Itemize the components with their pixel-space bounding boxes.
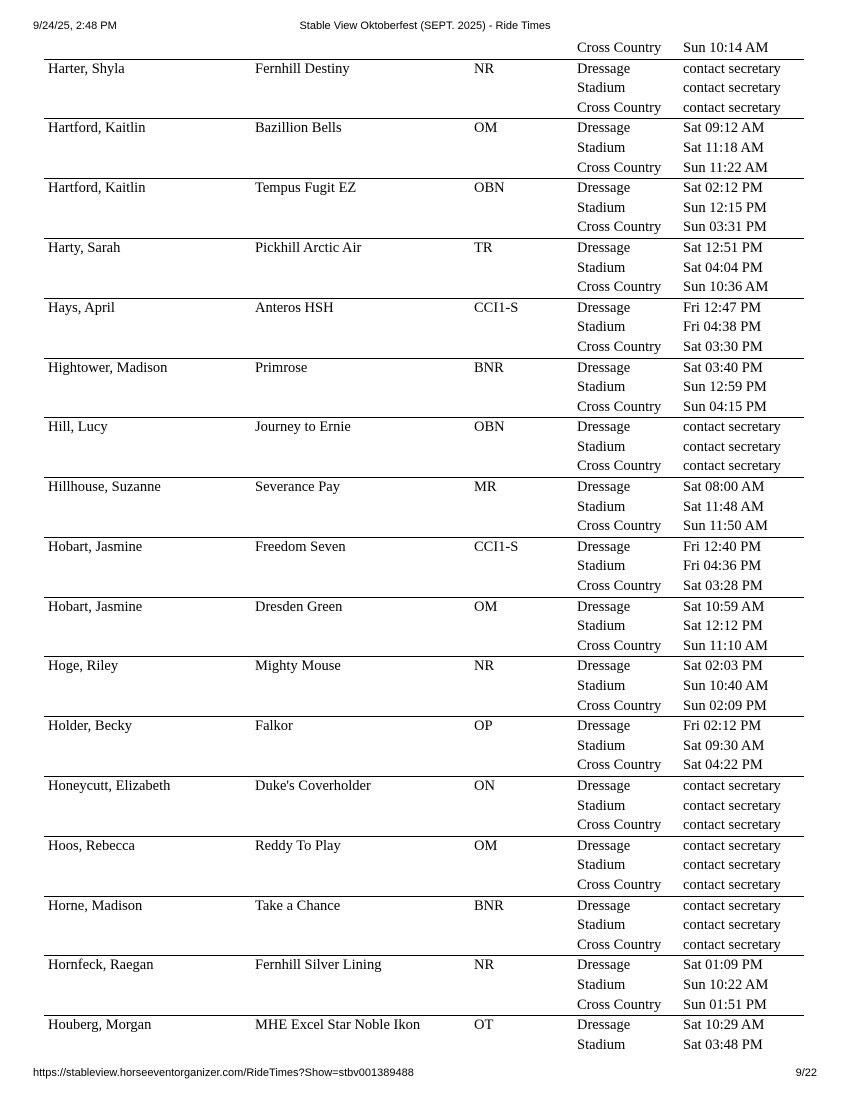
- ride-line: [44, 179, 804, 199]
- phase-cell: Stadium: [577, 139, 626, 156]
- ride-line: [44, 976, 804, 996]
- horse-cell: Freedom Seven: [255, 538, 346, 555]
- phase-cell: Dressage: [577, 419, 631, 436]
- phase-cell: Cross Country: [577, 996, 662, 1013]
- ride-line: [44, 318, 804, 338]
- time-cell: contact secretary: [683, 837, 781, 854]
- ride-line: [44, 418, 804, 438]
- table-row: [44, 119, 804, 179]
- phase-cell: Cross Country: [577, 637, 662, 654]
- phase-cell: Cross Country: [577, 817, 662, 834]
- ride-line: [44, 697, 804, 717]
- ride-line: [44, 577, 804, 597]
- time-cell: Sun 03:31 PM: [683, 219, 767, 236]
- ride-line: [44, 199, 804, 219]
- time-cell: contact secretary: [683, 897, 781, 914]
- rider-cell: Hightower, Madison: [48, 359, 168, 376]
- table-row: [44, 478, 804, 538]
- phase-cell: Stadium: [577, 976, 626, 993]
- ride-line: [44, 876, 804, 896]
- time-cell: Sun 11:50 AM: [683, 518, 768, 535]
- phase-cell: Dressage: [577, 1017, 631, 1034]
- time-cell: Fri 02:12 PM: [683, 718, 762, 735]
- time-cell: Sat 09:30 AM: [683, 737, 765, 754]
- phase-cell: Dressage: [577, 897, 631, 914]
- phase-cell: Cross Country: [577, 578, 662, 595]
- phase-cell: Cross Country: [577, 936, 662, 953]
- time-cell: contact secretary: [683, 917, 781, 934]
- print-timestamp: 9/24/25, 2:48 PM: [33, 20, 117, 32]
- ride-line: [44, 777, 804, 797]
- ride-line: [44, 278, 804, 298]
- division-cell: OP: [474, 718, 493, 735]
- ride-line: [44, 438, 804, 458]
- time-cell: Fri 12:47 PM: [683, 299, 762, 316]
- phase-cell: Cross Country: [577, 338, 662, 355]
- time-cell: Sat 11:48 AM: [683, 498, 764, 515]
- rider-cell: Hoge, Riley: [48, 658, 119, 675]
- ride-line: [44, 856, 804, 876]
- phase-cell: Dressage: [577, 837, 631, 854]
- table-row: [44, 956, 804, 1016]
- table-row: [44, 179, 804, 239]
- division-cell: OBN: [474, 419, 505, 436]
- table-row: [44, 239, 804, 299]
- carryover-row: [44, 39, 804, 60]
- horse-cell: Fernhill Silver Lining: [255, 957, 382, 974]
- time-cell: Sat 03:40 PM: [683, 359, 763, 376]
- time-cell: Sat 03:30 PM: [683, 338, 763, 355]
- phase-cell: Stadium: [577, 797, 626, 814]
- time-cell: Sat 02:03 PM: [683, 658, 763, 675]
- phase-cell: Cross Country: [577, 219, 662, 236]
- phase-cell: Stadium: [577, 678, 626, 694]
- ride-line: [44, 139, 804, 159]
- phase-cell: Stadium: [577, 319, 626, 336]
- table-row: [44, 60, 804, 120]
- phase-cell: Cross Country: [577, 697, 662, 714]
- table-row: [44, 657, 804, 717]
- time-cell: Fri 04:36 PM: [683, 558, 762, 575]
- ride-line: [44, 816, 804, 836]
- time-cell: Sun 01:51 PM: [683, 996, 767, 1013]
- time-cell: Sat 04:22 PM: [683, 757, 763, 774]
- time-cell: Sat 12:51 PM: [683, 239, 763, 256]
- rider-cell: Holder, Becky: [48, 718, 132, 735]
- horse-cell: Falkor: [255, 718, 293, 735]
- ride-line: [44, 378, 804, 398]
- time-cell: contact secretary: [683, 458, 781, 475]
- ride-line: [44, 299, 804, 319]
- phase-cell: Dressage: [577, 120, 631, 137]
- phase-cell: Dressage: [577, 60, 631, 77]
- horse-cell: Dresden Green: [255, 598, 343, 615]
- ride-line: [44, 756, 804, 776]
- division-cell: ON: [474, 777, 495, 794]
- ride-line: [44, 598, 804, 618]
- horse-cell: Duke's Coverholder: [255, 777, 371, 794]
- time-cell: Sun 02:09 PM: [683, 697, 767, 714]
- rider-cell: Hartford, Kaitlin: [48, 120, 146, 137]
- time-cell: Sun 11:22 AM: [683, 159, 768, 176]
- phase-cell: Cross Country: [577, 458, 662, 475]
- division-cell: OT: [474, 1017, 494, 1034]
- time-cell: Sat 12:12 PM: [683, 618, 763, 635]
- horse-cell: Reddy To Play: [255, 837, 341, 854]
- time-cell: contact secretary: [683, 857, 781, 874]
- phase-cell: Stadium: [577, 1036, 626, 1053]
- phase-cell: Cross Country: [577, 99, 662, 116]
- ride-line: [44, 338, 804, 358]
- phase-cell: Stadium: [577, 438, 626, 455]
- division-cell: OM: [474, 598, 498, 615]
- rider-cell: Hobart, Jasmine: [48, 538, 143, 555]
- phase-cell: Stadium: [577, 498, 626, 515]
- time-cell: Sun 12:59 PM: [683, 379, 767, 396]
- rider-cell: Hays, April: [48, 299, 115, 316]
- horse-cell: Mighty Mouse: [255, 658, 341, 675]
- phase-cell: Dressage: [577, 598, 631, 615]
- table-row: [44, 598, 804, 658]
- division-cell: OM: [474, 837, 498, 854]
- horse-cell: Anteros HSH: [255, 299, 334, 316]
- phase-cell: Stadium: [577, 737, 626, 754]
- rider-cell: Hoos, Rebecca: [48, 837, 135, 854]
- table-row: [44, 717, 804, 777]
- ride-line: [44, 996, 804, 1016]
- division-cell: OM: [474, 120, 498, 137]
- ride-line: [44, 119, 804, 139]
- ride-line: [44, 498, 804, 518]
- division-cell: OBN: [474, 180, 505, 197]
- time-cell: Sun 12:15 PM: [683, 199, 767, 216]
- division-cell: NR: [474, 957, 495, 974]
- ride-line: [44, 637, 804, 657]
- rider-cell: Hornfeck, Raegan: [48, 957, 154, 974]
- table-row: [44, 418, 804, 478]
- time-cell: Sat 01:09 PM: [683, 957, 763, 974]
- ride-line: [44, 737, 804, 757]
- table-row: [44, 538, 804, 598]
- time-cell: contact secretary: [683, 797, 781, 814]
- time-cell: contact secretary: [683, 438, 781, 455]
- time-cell: contact secretary: [683, 80, 781, 97]
- phase-cell: Dressage: [577, 299, 631, 316]
- time-cell: Sat 10:59 AM: [683, 598, 765, 615]
- ride-line: [44, 897, 804, 917]
- phase-cell: Dressage: [577, 957, 631, 974]
- ride-line: [44, 99, 804, 119]
- phase-cell: Cross Country: [577, 398, 662, 415]
- ride-line: [44, 717, 804, 737]
- phase-cell: Dressage: [577, 658, 631, 675]
- phase-cell: Cross Country: [577, 159, 662, 176]
- time-cell: contact secretary: [683, 99, 781, 116]
- phase-cell: Dressage: [577, 718, 631, 735]
- time-cell: contact secretary: [683, 936, 781, 953]
- phase-cell: Cross Country: [577, 40, 662, 56]
- ride-line: [44, 956, 804, 976]
- division-cell: MR: [474, 479, 497, 496]
- ride-line: [44, 538, 804, 558]
- ride-line: [44, 478, 804, 498]
- phase-cell: Cross Country: [577, 279, 662, 296]
- time-cell: Sun 10:22 AM: [683, 976, 769, 993]
- rider-cell: Horne, Madison: [48, 897, 143, 914]
- rider-cell: Houberg, Morgan: [48, 1017, 152, 1034]
- time-cell: Fri 04:38 PM: [683, 319, 762, 336]
- horse-cell: MHE Excel Star Noble Ikon: [255, 1017, 421, 1034]
- page-url[interactable]: https://stableview.horseeventorganizer.com/RideTimes?Show=stbv001389488: [33, 1067, 414, 1079]
- rider-cell: Harty, Sarah: [48, 239, 121, 256]
- division-cell: BNR: [474, 897, 504, 914]
- phase-cell: Cross Country: [577, 876, 662, 893]
- time-cell: Sat 08:00 AM: [683, 479, 765, 496]
- time-cell: Sat 02:12 PM: [683, 180, 763, 197]
- phase-cell: Stadium: [577, 857, 626, 874]
- phase-cell: Cross Country: [577, 757, 662, 774]
- table-row: [44, 837, 804, 897]
- ride-line: [44, 617, 804, 637]
- ride-line: [44, 259, 804, 279]
- division-cell: TR: [474, 239, 493, 256]
- ride-line: [44, 359, 804, 379]
- phase-cell: Dressage: [577, 538, 631, 555]
- ride-line: [44, 936, 804, 956]
- rider-cell: Hartford, Kaitlin: [48, 180, 146, 197]
- horse-cell: Pickhill Arctic Air: [255, 239, 362, 256]
- ride-times-table: [44, 39, 804, 1055]
- ride-line: [44, 1036, 804, 1056]
- horse-cell: Tempus Fugit EZ: [255, 180, 357, 197]
- time-cell: Sat 04:04 PM: [683, 259, 763, 276]
- phase-cell: Dressage: [577, 359, 631, 376]
- ride-line: [44, 159, 804, 179]
- phase-cell: Stadium: [577, 379, 626, 396]
- rider-cell: Hill, Lucy: [48, 419, 108, 436]
- ride-line: [44, 1016, 804, 1036]
- ride-line: [44, 677, 804, 697]
- phase-cell: Dressage: [577, 777, 631, 794]
- page-title: Stable View Oktoberfest (SEPT. 2025) - Ride Times: [299, 20, 551, 32]
- horse-cell: Journey to Ernie: [255, 419, 351, 436]
- phase-cell: Stadium: [577, 558, 626, 575]
- ride-line: [44, 797, 804, 817]
- division-cell: CCI1-S: [474, 299, 519, 316]
- ride-line: [44, 60, 804, 80]
- time-cell: Sat 09:12 AM: [683, 120, 765, 137]
- time-cell: Sun 11:10 AM: [683, 637, 768, 654]
- time-cell: Sat 11:18 AM: [683, 139, 764, 156]
- time-cell: Sat 03:48 PM: [683, 1036, 763, 1053]
- table-row: [44, 1016, 804, 1055]
- horse-cell: Primrose: [255, 359, 308, 376]
- table-row: [44, 299, 804, 359]
- phase-cell: Dressage: [577, 479, 631, 496]
- division-cell: NR: [474, 60, 495, 77]
- ride-line: [44, 239, 804, 259]
- time-cell: Sun 04:15 PM: [683, 398, 767, 415]
- page-number: 9/22: [795, 1067, 817, 1079]
- time-cell: Sat 03:28 PM: [683, 578, 763, 595]
- time-cell: contact secretary: [683, 60, 781, 77]
- horse-cell: Bazillion Bells: [255, 120, 342, 137]
- time-cell: Sun 10:14 AM: [683, 40, 769, 56]
- phase-cell: Stadium: [577, 80, 626, 97]
- phase-cell: Cross Country: [577, 518, 662, 535]
- entries-list: [44, 60, 804, 1056]
- ride-line: [44, 79, 804, 99]
- ride-line: [44, 218, 804, 238]
- phase-cell: Stadium: [577, 618, 626, 635]
- time-cell: contact secretary: [683, 419, 781, 436]
- time-cell: Fri 12:40 PM: [683, 538, 762, 555]
- division-cell: CCI1-S: [474, 538, 519, 555]
- ride-line: [44, 916, 804, 936]
- horse-cell: Fernhill Destiny: [255, 60, 350, 77]
- table-row: [44, 777, 804, 837]
- ride-line: [44, 657, 804, 677]
- division-cell: NR: [474, 658, 495, 675]
- ride-line: [44, 517, 804, 537]
- horse-cell: Severance Pay: [255, 479, 340, 496]
- rider-cell: Harter, Shyla: [48, 60, 125, 77]
- time-cell: Sun 10:36 AM: [683, 279, 769, 296]
- ride-line: [44, 39, 804, 59]
- table-row: [44, 897, 804, 957]
- ride-line: [44, 457, 804, 477]
- phase-cell: Stadium: [577, 199, 626, 216]
- phase-cell: Stadium: [577, 917, 626, 934]
- ride-line: [44, 557, 804, 577]
- time-cell: contact secretary: [683, 876, 781, 893]
- time-cell: Sun 10:40 AM: [683, 678, 769, 694]
- horse-cell: Take a Chance: [255, 897, 341, 914]
- rider-cell: Hillhouse, Suzanne: [48, 479, 161, 496]
- time-cell: contact secretary: [683, 777, 781, 794]
- division-cell: BNR: [474, 359, 504, 376]
- phase-cell: Stadium: [577, 259, 626, 276]
- rider-cell: Honeycutt, Elizabeth: [48, 777, 171, 794]
- ride-line: [44, 398, 804, 418]
- rider-cell: Hobart, Jasmine: [48, 598, 143, 615]
- time-cell: Sat 10:29 AM: [683, 1017, 765, 1034]
- table-row: [44, 359, 804, 419]
- phase-cell: Dressage: [577, 239, 631, 256]
- time-cell: contact secretary: [683, 817, 781, 834]
- ride-line: [44, 837, 804, 857]
- phase-cell: Dressage: [577, 180, 631, 197]
